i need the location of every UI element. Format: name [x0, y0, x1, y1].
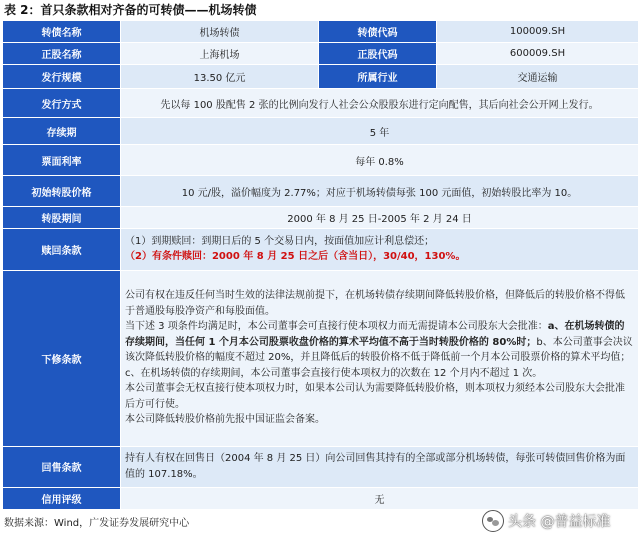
redemption-conditional: （2）有条件赎回：2000 年 8 月 25 日之后（含当日），30/40，130%。: [125, 251, 466, 263]
conversion-period-label: 转股期间: [3, 207, 121, 229]
rating-label: 信用评级: [3, 488, 121, 510]
issue-method-label: 发行方式: [3, 89, 121, 118]
stock-code-value: 600009.SH: [437, 42, 639, 64]
coupon-label: 票面利率: [3, 145, 121, 176]
table-row: [3, 42, 639, 64]
issue-method-value: 先以每 100 股配售 2 张的比例向发行人社会公众股股东进行定向配售，其后向社会公开网上发行。: [121, 89, 639, 118]
initial-price-label: 初始转股价格: [3, 176, 121, 207]
issue-size-label: 发行规模: [3, 64, 121, 89]
coupon-value: 每年 0.8%: [121, 145, 639, 176]
revision-conditions-intro: 当下述 3 项条件均满足时，本公司董事会可直接行使本项权力而无需提请本公司股东大会批准：: [125, 321, 548, 333]
putback-label: 回售条款: [3, 446, 121, 487]
wechat-icon: [482, 510, 504, 532]
duration-value: 5 年: [121, 118, 639, 145]
bond-code-label: 转债代码: [319, 21, 437, 43]
bond-terms-table: [2, 20, 639, 510]
redemption-label: 赎回条款: [3, 229, 121, 270]
bond-name-value: 机场转债: [121, 21, 319, 43]
revision-condition-a: a、在机场转债的存续期间，当任何 1 个月本公司股票收盘价格的算术平均值不高于当时转股价格的 80%时；: [125, 321, 625, 348]
revision-paragraph-1: 公司有权在违反任何当时生效的法律法规前提下，在机场转债存续期间降低转股价格，但降低后的转股价格不得低于普通股每股净资产和每股面值。: [125, 290, 625, 317]
revision-paragraph-2: [125, 319, 634, 381]
table-row: [3, 229, 639, 270]
table-title: 表 2：首只条款相对齐备的可转债——机场转债: [4, 3, 257, 17]
duration-label: 存续期: [3, 118, 121, 145]
table-row: [3, 21, 639, 43]
redemption-value: [121, 229, 639, 270]
table-row: [3, 446, 639, 487]
revision-paragraph-3: 本公司董事会无权直接行使本项权力时，如果本公司认为需要降低转股价格，则本项权力须经本公司股东大会批准后方可行使。: [125, 383, 625, 410]
initial-price-value: 10 元/股，溢价幅度为 2.77%；对应于机场转债每张 100 元面值，初始转股比率为 10。: [121, 176, 639, 207]
table-row: [3, 270, 639, 446]
stock-name-value: 上海机场: [121, 42, 319, 64]
putback-value: [121, 446, 639, 487]
redemption-maturity: （1）到期赎回：到期日后的 5 个交易日内，按面值加应计利息偿还；: [125, 235, 435, 247]
stock-name-label: 正股名称: [3, 42, 121, 64]
data-source-note: 数据来源：Wind，广发证券发展研究中心: [4, 518, 190, 529]
revision-label: 下修条款: [3, 270, 121, 446]
revision-value: [121, 270, 639, 446]
revision-paragraph-4: 本公司降低转股价格前先报中国证监会备案。: [125, 414, 325, 426]
putback-text: 持有人有权在回售日（2004 年 8 月 25 日）向公司回售其持有的全部或部分机场转债，每张可转债回售价格为面值的 107.18%。: [125, 453, 626, 480]
watermark: [482, 505, 610, 537]
stock-code-label: 正股代码: [319, 42, 437, 64]
watermark-text: 头条 @普益标准: [508, 514, 611, 530]
conversion-period-value: 2000 年 8 月 25 日-2005 年 2 月 24 日: [121, 207, 639, 229]
rating-value: 无: [121, 488, 639, 510]
table-row: [3, 145, 639, 176]
issue-size-value: 13.50 亿元: [121, 64, 319, 89]
table-row: [3, 89, 639, 118]
table-row: [3, 207, 639, 229]
table-row: [3, 118, 639, 145]
revision-condition-bc: b、本公司董事会决议该次降低转股价格的幅度不超过 20%，并且降低后的转股价格不低于降低前一个月本公司股票价格的算术平均值；c、在机场转债的存续期间，本公司董事会直接行使本项权力的次数在 12 个月内不超过 1 次。: [125, 336, 633, 379]
bond-code-value: 100009.SH: [437, 21, 639, 43]
industry-value: 交通运输: [437, 64, 639, 89]
industry-label: 所属行业: [319, 64, 437, 89]
bond-name-label: 转债名称: [3, 21, 121, 43]
table-row: [3, 176, 639, 207]
table-row: [3, 64, 639, 89]
